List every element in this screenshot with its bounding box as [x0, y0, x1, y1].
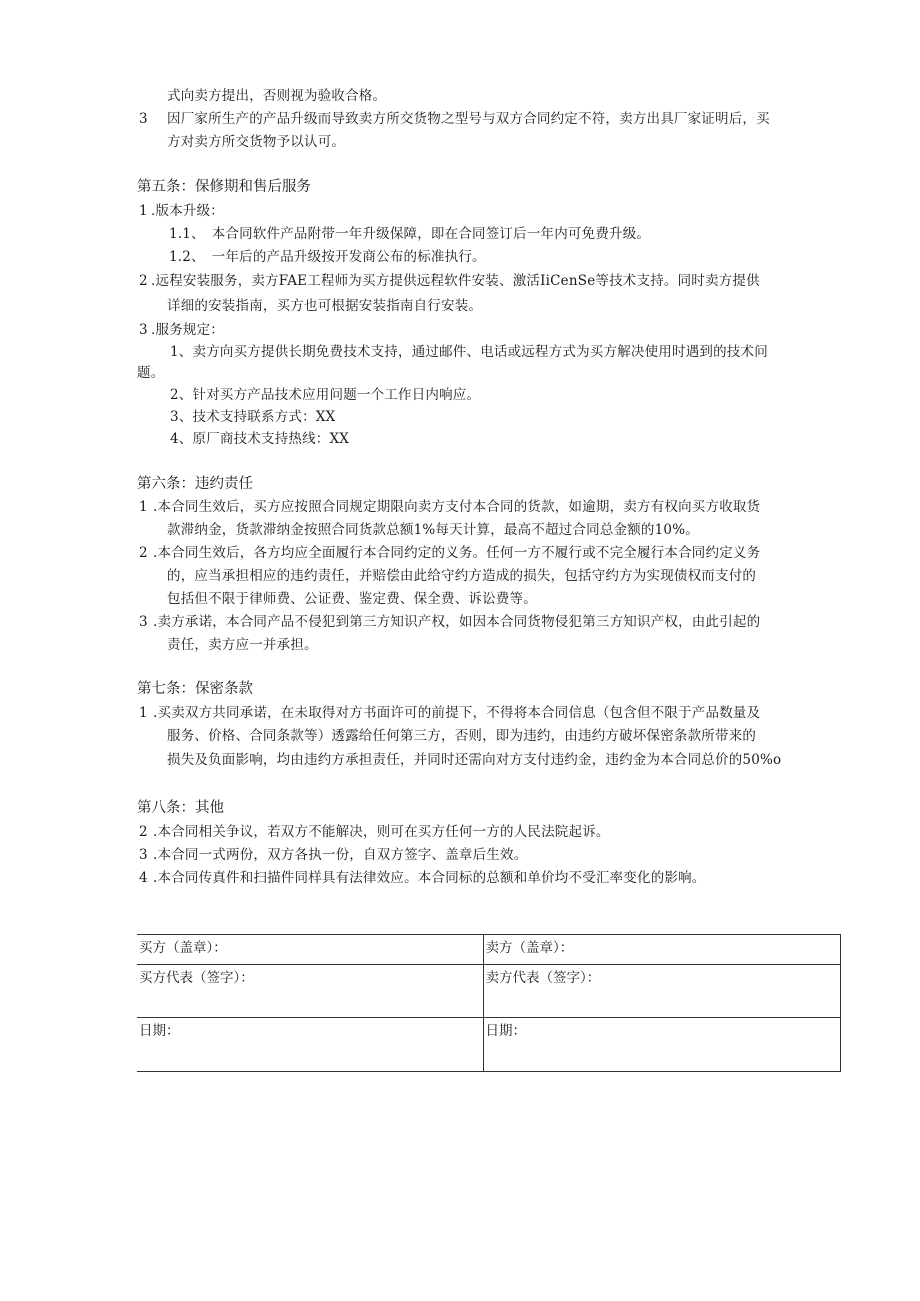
- buyer-seal-label: 买方（盖章）：: [139, 940, 227, 956]
- art8-heading: 第八条：其他: [137, 800, 224, 816]
- art5-item1-sub1: 1.1、 本合同软件产品附带一年升级保障，即在合同签订后一年内可免费升级。: [169, 226, 651, 242]
- art6-item3-line2: 责任，卖方应一并承担。: [167, 637, 318, 653]
- art5-item3-number: 3: [139, 322, 148, 338]
- art4-item3-line2: 方对卖方所交货物予以认可。: [167, 134, 346, 150]
- buyer-rep-label: 买方代表（签字）：: [139, 970, 254, 986]
- art7-item1-line3: 损失及负面影响，均由违约方承担责任，并同时还需向对方支付违约金，违约金为本合同总价的50%o: [167, 752, 782, 768]
- art4-continuation: 式向卖方提出，否则视为验收合格。: [167, 88, 387, 104]
- art8-item2-line1: .本合同相关争议，若双方不能解决，则可在买方任何一方的人民法院起诉。: [153, 824, 610, 840]
- seller-rep-cell: [483, 965, 840, 1018]
- seller-seal-label: 卖方（盖章）：: [485, 940, 574, 956]
- art6-heading: 第六条：违约责任: [137, 476, 253, 492]
- art7-item1-line2: 服务、价格、合同条款等）透露给任何第三方，否则，即为违约，由违约方破坏保密条款所带来的: [167, 728, 757, 744]
- art7-heading: 第七条：保密条款: [137, 681, 253, 697]
- art5-item3-para3: 3、技术支持联系方式：XX: [170, 409, 336, 425]
- seller-date-cell: [483, 1018, 840, 1072]
- art5-item3-para1-line1: 1、卖方向买方提供长期免费技术支持，通过邮件、电话或远程方式为买方解决使用时遇到的技术问: [170, 344, 768, 360]
- seller-seal-cell: [483, 935, 840, 965]
- art5-item1-title: .版本升级：: [151, 203, 224, 219]
- art5-item2-line2: 详细的安装指南，买方也可根据安装指南自行安装。: [167, 298, 483, 314]
- art6-item1-number: 1: [139, 499, 148, 515]
- art4-item3-number: 3: [139, 111, 148, 127]
- art6-item2-line2: 的，应当承担相应的违约责任，并赔偿由此给守约方造成的损失，包括守约方为实现债权而支付的: [167, 568, 757, 584]
- buyer-seal-cell: [137, 935, 483, 965]
- art6-item1-line1: .本合同生效后，买方应按照合同规定期限向卖方支付本合同的货款，如逾期，卖方有权向买方收取货: [153, 499, 761, 515]
- buyer-date-label: 日期：: [139, 1023, 180, 1039]
- art5-item3-title: .服务规定：: [151, 322, 224, 338]
- art5-item3-para4: 4、原厂商技术支持热线：XX: [170, 431, 350, 447]
- art5-item2-line1: [151, 271, 760, 291]
- art8-item3-number: 3: [139, 847, 148, 863]
- art6-item1-line2: 款滞纳金，货款滞纳金按照合同货款总额1%每天计算，最高不超过合同总金额的10%。: [167, 522, 699, 538]
- art5-item3-para2: 2、针对买方产品技术应用问题一个工作日内响应。: [170, 387, 481, 403]
- buyer-date-cell: [137, 1018, 483, 1072]
- art5-item1-sub2: 1.2、 一年后的产品升级按开发商公布的标准执行。: [169, 249, 486, 265]
- art6-item3-number: 3: [139, 614, 148, 630]
- art8-item3-line1: .本合同一式两份，双方各执一份，自双方签字、盖章后生效。: [153, 847, 528, 863]
- art7-item1-number: 1: [139, 705, 148, 721]
- art7-item1-line1: .买卖双方共同承诺，在未取得对方书面许可的前提下，不得将本合同信息（包含但不限于产品数量及: [153, 705, 761, 721]
- signature-table: [137, 934, 841, 1072]
- art8-item4-number: 4: [139, 870, 148, 886]
- art5-item2-number: 2: [139, 273, 148, 289]
- art5-heading: 第五条：保修期和售后服务: [137, 179, 311, 195]
- art8-item2-number: 2: [139, 824, 148, 840]
- art5-item2-text: 卖方FAE工程师为买方提供远程软件安装、激活IiCenSe等技术支持。同时卖方提供: [251, 273, 760, 289]
- seller-rep-label: 卖方代表（签字）：: [485, 970, 601, 986]
- art6-item2-number: 2: [139, 545, 148, 561]
- art6-item2-line1: .本合同生效后，各方均应全面履行本合同约定的义务。任何一方不履行或不完全履行本合同约定义务: [153, 545, 761, 561]
- art5-item3-para1-line2: 题。: [137, 365, 165, 381]
- buyer-rep-cell: [137, 965, 483, 1018]
- art5-item2-title: .远程安装服务，: [151, 273, 252, 289]
- art6-item3-line1: .卖方承诺，本合同产品不侵犯到第三方知识产权，如因本合同货物侵犯第三方知识产权，由此引起的: [153, 614, 761, 630]
- art8-item4-line1: .本合同传真件和扫描件同样具有法律效应。本合同标的总额和单价均不受汇率变化的影响。: [153, 870, 706, 886]
- art6-item2-line3: 包括但不限于律师费、公证费、鉴定费、保全费、诉讼费等。: [167, 591, 537, 607]
- seller-date-label: 日期：: [485, 1023, 526, 1039]
- art4-item3-line1: 因厂家所生产的产品升级而导致卖方所交货物之型号与双方合同约定不符，卖方出具厂家证明后，买: [167, 111, 770, 127]
- art5-item1-number: 1: [139, 203, 148, 219]
